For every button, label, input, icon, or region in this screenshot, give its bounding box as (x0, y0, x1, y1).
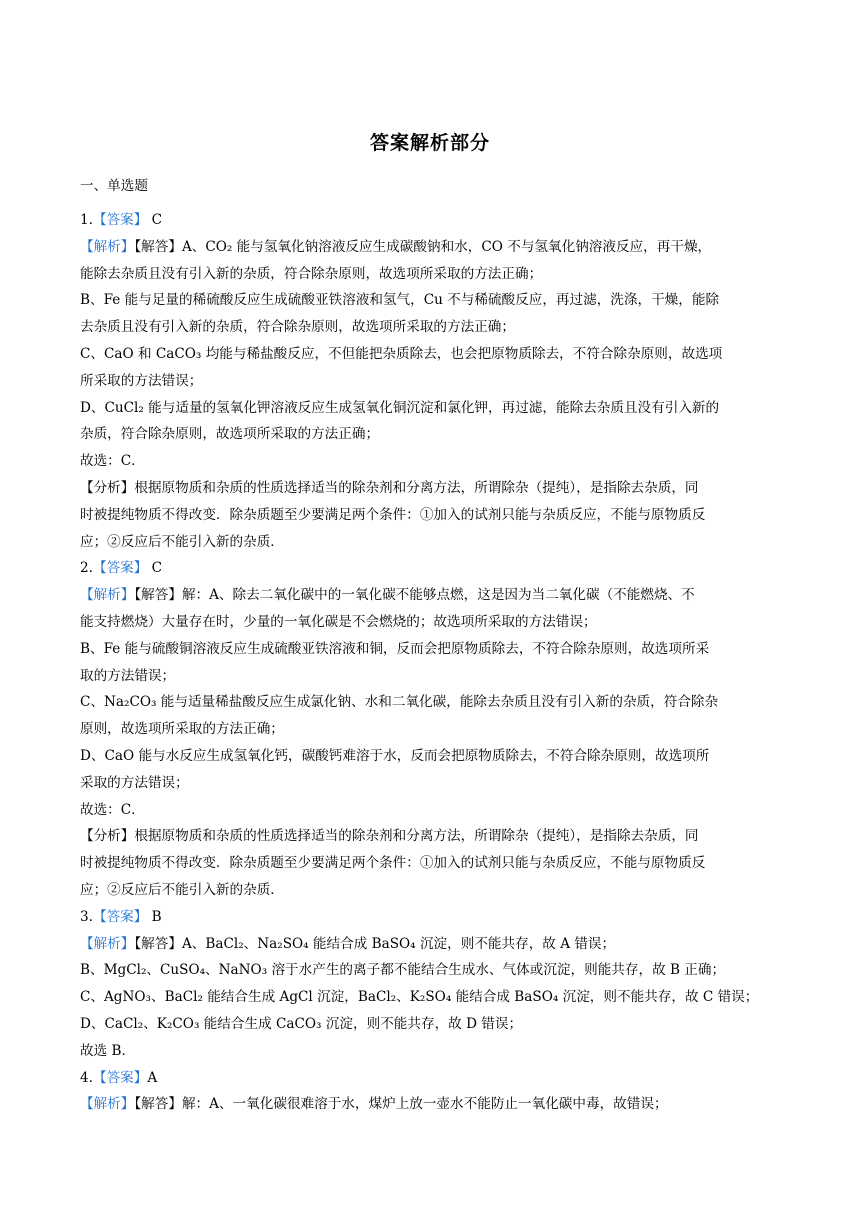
text-line (80, 478, 780, 498)
text-segment: D、CaCl₂、K₂CO₃ 能结合生成 CaCO₃ 沉淀，则不能共存，故 D 错误； (80, 1016, 523, 1032)
text-segment: 应；②反应后不能引入新的杂质． (80, 533, 284, 550)
text-segment: C、CaO 和 CaCO₃ 均能与稀盐酸反应，不但能把杂质除去，也会把原物质除去，不符合除杂原则，故选项 (80, 346, 723, 362)
text-line (80, 987, 780, 1007)
text-segment: 时被提纯物质不得改变．除杂质题至少要满足两个条件：①加入的试剂只能与杂质反应，不能与原物质反 (80, 855, 706, 872)
text-line (80, 1041, 780, 1061)
text-line (80, 290, 780, 310)
text-segment: B、Fe 能与硫酸铜溶液反应生成硫酸亚铁溶液和铜，反而会把原物质除去，不符合除杂原则，故选项所采 (80, 640, 710, 657)
text-line (80, 451, 780, 471)
text-segment: 根据原物质和杂质的性质选择适当的除杂剂和分离方法，所谓除杂（提纯），是指除去杂质，同 (134, 828, 699, 845)
text-line (80, 907, 780, 927)
text-segment: 原则，故选项所采取的方法正确； (80, 721, 284, 738)
text-segment: B (147, 908, 162, 925)
text-line (80, 800, 780, 820)
label-tag: 【答案】 (92, 908, 148, 925)
text-segment: 【解答】解：A、一氧化碳很难溶于水，煤炉上放一壶水不能防止一氧化碳中毒，故错误； (134, 1096, 668, 1113)
text-line (80, 424, 780, 444)
text-segment: 应；②反应后不能引入新的杂质． (80, 882, 284, 898)
text-line (80, 264, 780, 284)
text-segment: 取的方法错误； (80, 667, 176, 684)
text-segment: C (147, 212, 163, 228)
text-segment: 4. (80, 1069, 93, 1086)
text-line (80, 317, 780, 337)
text-segment: B、Fe 能与足量的稀硫酸反应生成硫酸亚铁溶液和氢气，Cu 不与稀硫酸反应，再过滤，洗涤，干燥，能除 (80, 292, 720, 309)
text-line (80, 773, 780, 793)
text-line (80, 585, 780, 605)
text-line (80, 880, 780, 900)
text-line (80, 505, 780, 525)
text-segment: 【解答】解：A、除去二氧化碳中的一氧化碳不能够点燃，这是因为当二氧化碳（不能燃烧、不 (134, 587, 695, 604)
text-segment: 故选：C． (80, 453, 145, 470)
text-segment: C (147, 560, 163, 577)
text-line (80, 746, 780, 766)
text-segment: 故选 B． (80, 1042, 136, 1059)
text-segment: 能除去杂质且没有引入新的杂质，符合除杂原则，故选项所采取的方法正确； (80, 265, 543, 282)
text-line (80, 826, 780, 846)
text-line (80, 719, 780, 739)
label-tag: 【解析】 (80, 1096, 135, 1113)
text-segment: C、Na₂CO₃ 能与适量稀盐酸反应生成氯化钠、水和二氧化碳，能除去杂质且没有引入新的杂质，符合除杂 (80, 694, 719, 711)
text-line (80, 210, 780, 230)
text-line (80, 1094, 780, 1114)
text-segment: 时被提纯物质不得改变．除杂质题至少要满足两个条件：①加入的试剂只能与杂质反应，不能与原物质反 (80, 506, 706, 523)
text-line (80, 853, 780, 873)
text-line (80, 960, 780, 980)
text-segment: 采取的方法错误； (80, 774, 189, 791)
text-segment: 2. (80, 560, 93, 577)
text-line (80, 398, 780, 418)
text-segment: 【解答】A、CO₂ 能与氢氧化钠溶液反应生成碳酸钠和水，CO 不与氢氧化钠溶液反应，再干燥， (134, 238, 712, 255)
text-segment: 【分析】 (80, 480, 135, 496)
text-line (80, 692, 780, 712)
text-line (80, 371, 780, 391)
text-segment: C、AgNO₃、BaCl₂ 能结合生成 AgCl 沉淀，BaCl₂、K₂SO₄ 能结合成 BaSO₄ 沉淀，则不能共存，故 C 错误； (80, 989, 759, 1006)
label-tag: 【答案】 (92, 1069, 148, 1086)
text-segment: 杂质，符合除杂原则，故选项所采取的方法正确； (80, 426, 380, 443)
text-segment: A (147, 1069, 158, 1086)
label-tag: 【解析】 (80, 238, 135, 255)
text-segment: 故选：C． (80, 801, 145, 818)
text-line (80, 612, 780, 632)
text-line (80, 532, 780, 552)
text-line (80, 639, 780, 659)
text-line (80, 1068, 780, 1088)
text-segment: 1. (80, 212, 93, 228)
text-segment: 去杂质且没有引入新的杂质，符合除杂原则，故选项所采取的方法正确； (80, 319, 515, 336)
section-heading: 一、单选题 (80, 178, 148, 194)
page-title: 答案解析部分 (369, 132, 490, 154)
label-tag: 【答案】 (92, 560, 148, 577)
text-segment: 【分析】 (80, 828, 135, 845)
text-segment: 【解答】A、BaCl₂、Na₂SO₄ 能结合成 BaSO₄ 沉淀，则不能共存，故 A 错误； (134, 935, 616, 952)
text-segment: B、MgCl₂、CuSO₄、NaNO₃ 溶于水产生的离子都不能结合生成水、气体或沉淀，则能共存，故 B 正确； (80, 962, 726, 979)
text-line (80, 666, 780, 686)
text-line (80, 1014, 780, 1034)
label-tag: 【解析】 (80, 587, 135, 604)
label-tag: 【答案】 (92, 212, 148, 228)
text-segment: 3. (80, 908, 93, 925)
label-tag: 【解析】 (80, 935, 135, 952)
text-segment: D、CuCl₂ 能与适量的氢氧化钾溶液反应生成氢氧化铜沉淀和氯化钾，再过滤，能除去杂质且没有引入新的 (80, 399, 720, 416)
text-line (80, 344, 780, 364)
text-line (80, 934, 780, 954)
text-segment: D、CaO 能与水反应生成氢氧化钙，碳酸钙难溶于水，反而会把原物质除去，不符合除杂原则，故选项所 (80, 748, 710, 764)
text-line (80, 237, 780, 257)
text-segment: 能支持燃烧）大量存在时，少量的一氧化碳是不会燃烧的；故选项所采取的方法错误； (80, 614, 597, 630)
text-segment: 根据原物质和杂质的性质选择适当的除杂剂和分离方法，所谓除杂（提纯），是指除去杂质，同 (134, 480, 699, 496)
text-segment: 所采取的方法错误； (80, 372, 203, 389)
text-line (80, 558, 780, 578)
